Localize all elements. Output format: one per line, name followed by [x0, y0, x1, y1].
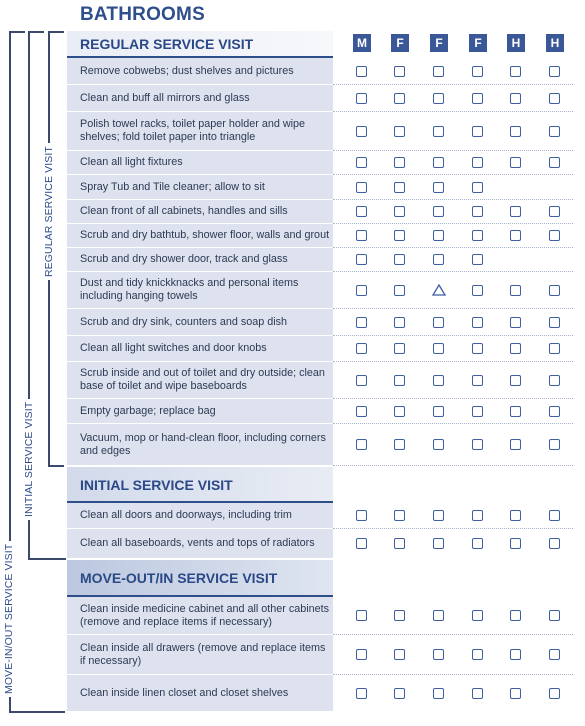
- row-dotted-line: [333, 465, 573, 466]
- checkbox[interactable]: [394, 157, 405, 168]
- checkbox[interactable]: [549, 66, 560, 77]
- row-dotted-line: [333, 174, 573, 175]
- row-separator: [67, 711, 333, 712]
- column-badge-5: H: [507, 34, 525, 52]
- checkbox[interactable]: [356, 317, 367, 328]
- section-heading-label: REGULAR SERVICE VISIT: [80, 36, 254, 52]
- checkbox[interactable]: [356, 93, 367, 104]
- checkbox[interactable]: [472, 688, 483, 699]
- checkbox[interactable]: [549, 688, 560, 699]
- checkbox[interactable]: [356, 688, 367, 699]
- row-dotted-line: [333, 361, 573, 362]
- checkbox[interactable]: [394, 206, 405, 217]
- checkbox[interactable]: [549, 317, 560, 328]
- checkbox[interactable]: [510, 649, 521, 660]
- task-label: Scrub inside and out of toilet and dry outside; clean base of toilet and wipe baseboards: [67, 362, 333, 398]
- checkbox[interactable]: [356, 254, 367, 265]
- checkbox[interactable]: [549, 285, 560, 296]
- checkbox[interactable]: [549, 206, 560, 217]
- checkbox[interactable]: [549, 649, 560, 660]
- checkbox[interactable]: [433, 254, 444, 265]
- checkbox[interactable]: [433, 317, 444, 328]
- task-label: Remove cobwebs; dust shelves and pictures: [67, 58, 333, 84]
- checkbox[interactable]: [549, 406, 560, 417]
- checkbox[interactable]: [356, 66, 367, 77]
- checkbox[interactable]: [510, 510, 521, 521]
- checkbox[interactable]: [356, 406, 367, 417]
- checkbox[interactable]: [433, 343, 444, 354]
- task-label: Clean and buff all mirrors and glass: [67, 85, 333, 111]
- checkbox[interactable]: [472, 610, 483, 621]
- checkbox[interactable]: [549, 343, 560, 354]
- row-dotted-line: [333, 223, 573, 224]
- section-heading: [67, 31, 333, 57]
- checkbox[interactable]: [394, 610, 405, 621]
- checkbox[interactable]: [510, 93, 521, 104]
- checkbox[interactable]: [433, 206, 444, 217]
- checkbox[interactable]: [356, 439, 367, 450]
- column-badge-1: M: [353, 34, 371, 52]
- checkbox[interactable]: [356, 126, 367, 137]
- checkbox[interactable]: [433, 126, 444, 137]
- task-label: Clean all light fixtures: [67, 151, 333, 174]
- checkbox[interactable]: [356, 343, 367, 354]
- row-dotted-line: [333, 271, 573, 272]
- checkbox[interactable]: [472, 157, 483, 168]
- checkbox[interactable]: [394, 66, 405, 77]
- task-label: Empty garbage; replace bag: [67, 399, 333, 423]
- checkbox[interactable]: [510, 317, 521, 328]
- checkbox[interactable]: [472, 343, 483, 354]
- checkbox[interactable]: [472, 375, 483, 386]
- checkbox[interactable]: [394, 538, 405, 549]
- task-label: Clean all baseboards, vents and tops of radiators: [67, 529, 333, 558]
- row-dotted-line: [333, 335, 573, 336]
- checkbox[interactable]: [472, 230, 483, 241]
- checkbox[interactable]: [510, 157, 521, 168]
- checkbox[interactable]: [472, 254, 483, 265]
- checkbox[interactable]: [510, 206, 521, 217]
- checkbox[interactable]: [549, 93, 560, 104]
- row-dotted-line: [333, 247, 573, 248]
- checkbox[interactable]: [433, 649, 444, 660]
- checkbox[interactable]: [510, 439, 521, 450]
- checkbox[interactable]: [510, 375, 521, 386]
- checkbox[interactable]: [472, 317, 483, 328]
- checkbox[interactable]: [394, 510, 405, 521]
- section-heading-label: INITIAL SERVICE VISIT: [80, 476, 233, 493]
- column-badge-2: F: [391, 34, 409, 52]
- checkbox[interactable]: [433, 93, 444, 104]
- row-dotted-line: [333, 634, 573, 635]
- side-label-moveout: MOVE-IN/OUT SERVICE VISIT: [3, 541, 15, 697]
- column-badge-3: F: [430, 34, 448, 52]
- checkbox[interactable]: [472, 182, 483, 193]
- checkbox[interactable]: [394, 285, 405, 296]
- row-dotted-line: [333, 150, 573, 151]
- checkbox[interactable]: [433, 538, 444, 549]
- checkbox[interactable]: [472, 439, 483, 450]
- task-label: Scrub and dry shower door, track and glass: [67, 248, 333, 271]
- checkbox[interactable]: [356, 375, 367, 386]
- checkbox[interactable]: [549, 538, 560, 549]
- checkbox[interactable]: [433, 510, 444, 521]
- checkbox[interactable]: [472, 206, 483, 217]
- checkbox[interactable]: [356, 510, 367, 521]
- checkbox[interactable]: [510, 538, 521, 549]
- checkbox[interactable]: [356, 649, 367, 660]
- checkbox[interactable]: [549, 375, 560, 386]
- checkbox[interactable]: [433, 157, 444, 168]
- checkbox[interactable]: [394, 182, 405, 193]
- checkbox[interactable]: [356, 157, 367, 168]
- section-heading-label: MOVE-OUT/IN SERVICE VISIT: [80, 570, 278, 586]
- checkbox[interactable]: [472, 510, 483, 521]
- row-dotted-line: [333, 84, 573, 85]
- task-label: Vacuum, mop or hand-clean floor, including corners and edges: [67, 424, 333, 465]
- checkbox[interactable]: [549, 126, 560, 137]
- task-label: Clean inside linen closet and closet shelves: [67, 675, 333, 711]
- checkbox[interactable]: [394, 317, 405, 328]
- checkbox[interactable]: [433, 66, 444, 77]
- task-label: Clean inside medicine cabinet and all other cabinets (remove and replace items if necessary): [67, 597, 333, 634]
- side-label-initial: INITIAL SERVICE VISIT: [23, 399, 35, 520]
- section-heading: [67, 560, 333, 596]
- checkbox[interactable]: [510, 230, 521, 241]
- section-heading: [67, 467, 333, 502]
- checkbox[interactable]: [549, 510, 560, 521]
- checkbox[interactable]: [510, 343, 521, 354]
- checkbox[interactable]: [549, 157, 560, 168]
- row-dotted-line: [333, 308, 573, 309]
- checkbox[interactable]: [433, 375, 444, 386]
- row-dotted-line: [333, 423, 573, 424]
- checkbox[interactable]: [472, 285, 483, 296]
- checkbox[interactable]: [510, 688, 521, 699]
- checkbox[interactable]: [356, 610, 367, 621]
- checkbox[interactable]: [549, 230, 560, 241]
- checkbox[interactable]: [472, 406, 483, 417]
- checkbox[interactable]: [394, 126, 405, 137]
- checkbox[interactable]: [394, 230, 405, 241]
- row-separator: [67, 465, 333, 466]
- checkbox[interactable]: [510, 66, 521, 77]
- checkbox[interactable]: [394, 688, 405, 699]
- checkbox[interactable]: [394, 439, 405, 450]
- checkbox[interactable]: [356, 285, 367, 296]
- checkbox[interactable]: [394, 343, 405, 354]
- checkbox[interactable]: [472, 538, 483, 549]
- checkbox[interactable]: [433, 230, 444, 241]
- checkbox[interactable]: [394, 93, 405, 104]
- row-separator: [67, 558, 333, 559]
- task-label: Clean all light switches and door knobs: [67, 336, 333, 361]
- task-label: Scrub and dry sink, counters and soap dish: [67, 309, 333, 335]
- checkbox[interactable]: [510, 406, 521, 417]
- checkbox[interactable]: [472, 126, 483, 137]
- checkbox[interactable]: [394, 649, 405, 660]
- triangle-icon[interactable]: [432, 284, 446, 296]
- task-label: Clean all doors and doorways, including trim: [67, 503, 333, 528]
- task-label: Clean inside all drawers (remove and replace items if necessary): [67, 635, 333, 674]
- row-dotted-line: [333, 199, 573, 200]
- checkbox[interactable]: [433, 439, 444, 450]
- row-dotted-line: [333, 111, 573, 112]
- task-label: Scrub and dry bathtub, shower floor, walls and grout: [67, 224, 333, 247]
- checkbox[interactable]: [394, 406, 405, 417]
- checkbox[interactable]: [472, 93, 483, 104]
- column-badge-6: H: [546, 34, 564, 52]
- checkbox[interactable]: [394, 254, 405, 265]
- checkbox[interactable]: [433, 182, 444, 193]
- column-badge-4: F: [469, 34, 487, 52]
- row-dotted-line: [333, 674, 573, 675]
- checkbox[interactable]: [549, 610, 560, 621]
- checkbox[interactable]: [472, 649, 483, 660]
- task-label: Spray Tub and Tile cleaner; allow to sit: [67, 175, 333, 199]
- side-label-regular: REGULAR SERVICE VISIT: [43, 143, 55, 280]
- checkbox[interactable]: [472, 66, 483, 77]
- task-label: Polish towel racks, toilet paper holder and wipe shelves; fold toilet paper into triangle: [67, 112, 333, 150]
- checkbox[interactable]: [356, 538, 367, 549]
- row-dotted-line: [333, 528, 573, 529]
- checkbox[interactable]: [510, 610, 521, 621]
- checkbox[interactable]: [394, 375, 405, 386]
- row-dotted-line: [333, 398, 573, 399]
- checkbox[interactable]: [356, 182, 367, 193]
- checkbox[interactable]: [433, 610, 444, 621]
- checkbox[interactable]: [510, 285, 521, 296]
- checkbox[interactable]: [433, 406, 444, 417]
- checkbox[interactable]: [549, 439, 560, 450]
- checkbox[interactable]: [356, 230, 367, 241]
- checkbox[interactable]: [356, 206, 367, 217]
- task-label: Clean front of all cabinets, handles and sills: [67, 200, 333, 223]
- page-title: BATHROOMS: [80, 4, 205, 25]
- checkbox[interactable]: [510, 126, 521, 137]
- checkbox[interactable]: [433, 688, 444, 699]
- task-label: Dust and tidy knickknacks and personal items including hanging towels: [67, 272, 333, 308]
